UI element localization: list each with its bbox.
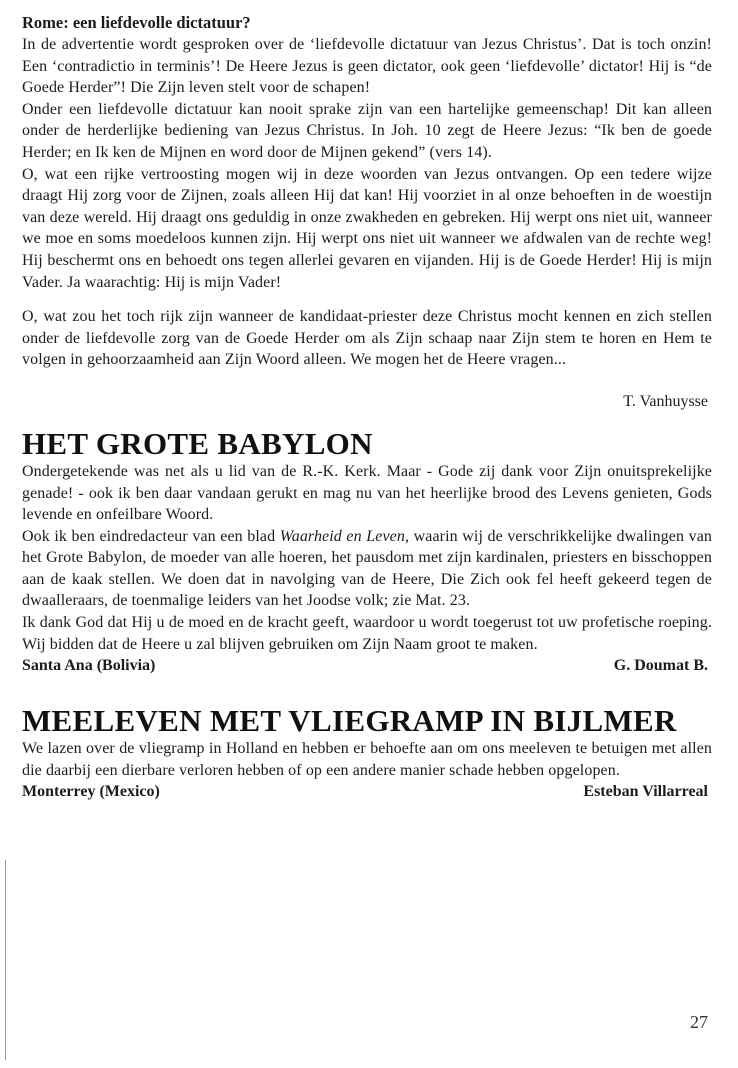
article-title: HET GROTE BABYLON (22, 425, 373, 461)
margin-line (5, 860, 6, 1060)
paragraph: We lazen over de vliegramp in Holland en hebben er behoefte aan om ons meeleven te betuigen met allen die daarbij een dierbare verloren hebben of op een andere manier schade hebben opgelopen. (22, 740, 712, 779)
paragraph: Ondergetekende was net als u lid van de R.-K. Kerk. Maar - Gode zij dank voor Zijn onuitsprekelijke genade! - ook ik ben daar vandaan gerukt en mag nu van het heerlijke brood des Levens genieten, Gods levende en onfeilbare Woord. (22, 462, 712, 524)
article-title: Rome: een liefdevolle dictatuur? (22, 13, 251, 32)
article-het-grote-babylon (22, 427, 712, 676)
author-name: Esteban Villarreal (583, 783, 708, 801)
article-meeleven (22, 704, 712, 802)
author-location: Santa Ana (Bolivia) (22, 657, 156, 675)
document-page (22, 12, 712, 802)
page-number: 27 (690, 1012, 708, 1032)
paragraph: O, wat een rijke vertroosting mogen wij in deze woorden van Jezus ontvangen. Op een tedere wijze draagt Hij zorg voor de Zijnen, zoals alleen Hij dat kan! Hij voorziet in al onze behoeften in de woestijn van deze wereld. Hij draagt ons geduldig in onze zwakheden en gebreken. Hij werpt ons niet uit, wanneer we moe en soms moedeloos kunnen zijn. Hij werpt ons niet uit wanneer we afdwalen van de rechte weg! Hij beschermt ons en behoedt ons tegen allerlei gevaren en vijanden. Hij is de Goede Herder! Hij is mijn Vader. Ja waarachtig: Hij is mijn Vader! (22, 165, 712, 291)
signature-row (22, 655, 712, 676)
article-rome (22, 12, 712, 413)
author-signature: T. Vanhuysse (623, 392, 708, 410)
author-location: Monterrey (Mexico) (22, 783, 160, 801)
author-name: G. Doumat B. (613, 657, 708, 675)
signature-row (22, 781, 712, 802)
paragraph: Onder een liefdevolle dictatuur kan nooit sprake zijn van een hartelijke gemeenschap! Dit kan alleen onder de herderlijke bediening van Jezus Christus. In Joh. 10 zegt de Heere Jezus: “Ik ben de goede Herder; en Ik ken de Mijnen en word door de Mijnen gekend” (vers 14). (22, 100, 712, 161)
paragraph (22, 526, 712, 612)
paragraph: Ik dank God dat Hij u de moed en de kracht geeft, waardoor u wordt toegerust tot uw profetische roeping. Wij bidden dat de Heere u zal blijven gebruiken om Zijn Naam groot te maken. (22, 614, 712, 653)
paragraph: O, wat zou het toch rijk zijn wanneer de kandidaat-priester deze Christus mocht kennen en zich stellen onder de liefdevolle zorg van de Goede Herder om als Zijn schaap naar Zijn stem te horen en Hem te volgen in gehoorzaamheid aan Zijn Woord alleen. We mogen het de Heere vragen... (22, 308, 712, 369)
magazine-title: Waarheid en Leven (279, 527, 405, 545)
paragraph: In de advertentie wordt gesproken over de ‘liefdevolle dictatuur van Jezus Christus’. Dat is toch onzin! Een ‘contradictio in terminis’! De Heere Jezus is geen dictator, ook geen ‘liefdevolle’ dictator! Hij is “de Goede Herder”! Die Zijn leven stelt voor de schapen! (22, 36, 712, 97)
paragraph-text: Ook ik ben eindredacteur van een blad (22, 527, 280, 545)
article-title: MEELEVEN MET VLIEGRAMP IN BIJLMER (22, 703, 677, 739)
paragraph-text: , waarin wij de verschrikkelijke dwalingen van het Grote Babylon, de moeder van alle hoeren, het pausdom met zijn kardinalen, priesters en bisschoppen aan de kaak stellen. We doen dat in navolging van de Heere, Die Zich ook fel heeft gekeerd tegen de dwaalleraars, de toenmalige leiders van het Joodse volk; zie Mat. 23. (22, 527, 712, 610)
